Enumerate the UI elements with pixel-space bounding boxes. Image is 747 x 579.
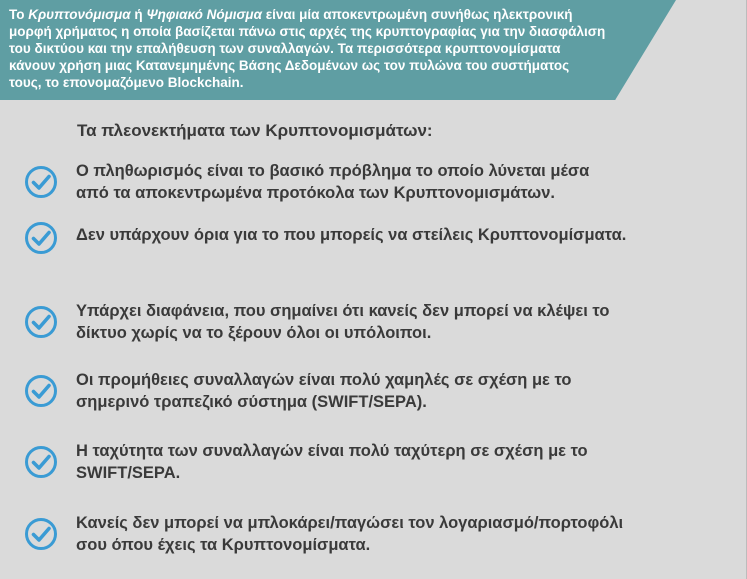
list-item-line: Υπάρχει διαφάνεια, που σημαίνει ότι κανείς δεν μπορεί να κλέψει το — [76, 302, 610, 320]
list-item-text — [76, 440, 716, 484]
definition-fragment: Το — [9, 7, 29, 22]
advantages-heading: Τα πλεονεκτήματα των Κρυπτονομισμάτων: — [77, 121, 433, 140]
definition-line-1 — [9, 6, 649, 23]
definition-line-2: μορφή χρήματος η οποία βασίζεται πάνω στις αρχές της κρυπτογραφίας για την διασφάλιση — [9, 24, 606, 39]
list-item-line: Δεν υπάρχουν όρια για το που μπορείς να στείλεις Κρυπτονομίσματα. — [76, 226, 627, 244]
check-circle-icon — [24, 517, 58, 551]
list-item-line: SWIFT/SEPA. — [76, 464, 181, 482]
term-digital-currency: Ψηφιακό Νόμισμα — [146, 7, 262, 22]
list-item-text — [76, 160, 716, 204]
check-circle-icon — [24, 221, 58, 255]
list-item-text — [76, 224, 716, 246]
definition-line-5: τους, το επονομαζόμενο Blockchain. — [9, 75, 244, 90]
list-item-line: σου όπου έχεις τα Κρυπτονομίσματα. — [76, 536, 371, 554]
list-item-line: σημερινό τραπεζικό σύστημα (SWIFT/SEPA). — [76, 393, 427, 411]
definition-fragment: ή — [130, 7, 147, 22]
list-item-line: Οι προμήθειες συναλλαγών είναι πολύ χαμηλές σε σχέση με το — [76, 371, 572, 389]
list-item-line: Ο πληθωρισμός είναι το βασικό πρόβλημα το οποίο λύνεται μέσα — [76, 162, 590, 180]
list-item-line: δίκτυο χωρίς να το ξέρουν όλοι οι υπόλοιποι. — [76, 324, 432, 342]
definition-text — [9, 6, 649, 91]
definition-line-3: του δικτύου και την επαλήθευση των συναλλαγών. Τα περισσότερα κρυπτονομίσματα — [9, 41, 561, 56]
definition-line-4: κάνουν χρήση μιας Κατανεμημένης Βάσης Δεδομένων ως τον πυλώνα του συστήματος — [9, 58, 570, 73]
list-item-line: Κανείς δεν μπορεί να μπλοκάρει/παγώσει τον λογαριασμό/πορτοφόλι — [76, 514, 624, 532]
list-item-line: από τα αποκεντρωμένα προτόκολα των Κρυπτονομισμάτων. — [76, 184, 555, 202]
list-item-text — [76, 300, 716, 344]
definition-fragment: είναι μία αποκεντρωμένη συνήθως ηλεκτρονική — [261, 7, 573, 22]
list-item-text — [76, 369, 716, 413]
check-circle-icon — [24, 165, 58, 199]
list-item-line: Η ταχύτητα των συναλλαγών είναι πολύ ταχύτερη σε σχέση με το — [76, 442, 588, 460]
check-circle-icon — [24, 305, 58, 339]
list-item-text — [76, 512, 716, 556]
check-circle-icon — [24, 445, 58, 479]
term-cryptocurrency: Κρυπτονόμισμα — [28, 7, 131, 22]
check-circle-icon — [24, 374, 58, 408]
